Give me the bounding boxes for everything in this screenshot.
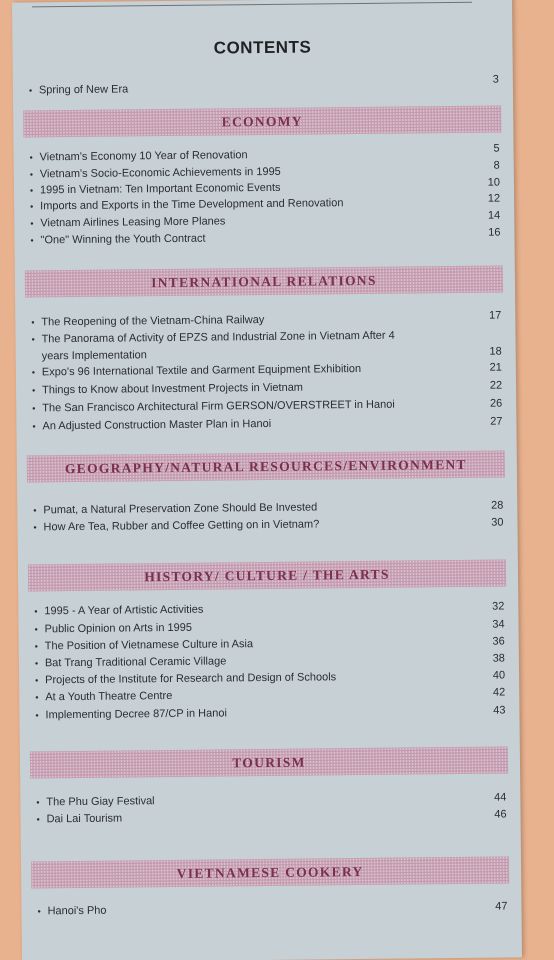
section-banner-economy	[23, 106, 501, 138]
entry-page: 17	[489, 309, 502, 322]
entry-page: 8	[493, 159, 500, 172]
entry-page: 18	[489, 345, 502, 358]
entry-page: 43	[493, 704, 506, 717]
entry-page: 47	[495, 900, 508, 913]
bullet-icon: •	[35, 675, 39, 686]
entry-page: 16	[488, 226, 501, 239]
bullet-icon: •	[34, 641, 38, 652]
bullet-icon: •	[29, 169, 34, 180]
entry-page: 36	[492, 635, 505, 648]
entry-page: 26	[489, 397, 503, 410]
entry-page: 10	[487, 176, 500, 189]
entry-title: The Panorama of Activity of EPZS and Industrial Zone in Vietnam After 4 years Implementation	[41, 329, 395, 363]
bullet-icon: •	[28, 85, 33, 96]
entry-page: 5	[493, 142, 500, 155]
entry-title: The Reopening of the Vietnam-China Railway	[41, 313, 265, 329]
toc-entry	[28, 73, 499, 100]
section-heading: INTERNATIONAL RELATIONS	[151, 272, 377, 290]
entry-page: 30	[491, 516, 504, 529]
section-heading: GEOGRAPHY/NATURAL RESOURCES/ENVIRONMENT	[64, 456, 467, 476]
bullet-icon: •	[34, 606, 38, 617]
page-title: CONTENTS	[213, 37, 312, 58]
section-banner-vietnamese-cookery	[31, 856, 509, 888]
entry-title: Spring of New Era	[38, 83, 129, 97]
bullet-icon: •	[36, 814, 40, 825]
entry-page: 27	[490, 415, 503, 428]
entry-title: At a Youth Theatre Centre	[45, 689, 173, 704]
bullet-icon: •	[37, 906, 41, 917]
entry-title: Public Opinion on Arts in 1995	[44, 621, 193, 636]
contents-page	[12, 0, 522, 960]
section-banner-history-culture-arts	[28, 559, 506, 591]
entry-title: 1995 - A Year of Artistic Activities	[44, 603, 204, 618]
entry-page: 40	[492, 669, 506, 682]
bullet-icon: •	[32, 385, 36, 396]
toc-entry	[33, 515, 503, 537]
section-heading: VIETNAMESE COOKERY	[176, 863, 364, 881]
entry-page: 22	[489, 379, 503, 392]
toc-entry	[36, 806, 506, 828]
bullet-icon: •	[32, 421, 36, 432]
bullet-icon: •	[36, 797, 40, 808]
entry-page: 28	[490, 499, 504, 512]
entry-title: Vietnam Airlines Leasing More Planes	[40, 215, 226, 230]
entry-page: 44	[494, 791, 507, 804]
entry-page: 34	[492, 618, 505, 631]
entry-page: 46	[494, 808, 507, 821]
toc-entry	[37, 898, 507, 920]
entry-title: Vietnam's Socio-Economic Achievements in 1995	[39, 165, 281, 181]
entry-title: Hanoi's Pho	[47, 904, 107, 918]
entry-title: 1995 in Vietnam: Ten Important Economic Events	[39, 181, 281, 197]
section-banner-tourism	[30, 746, 508, 778]
bullet-icon: •	[35, 710, 39, 721]
entry-title: An Adjusted Construction Master Plan in Hanoi	[42, 417, 272, 433]
toc-entry	[35, 702, 505, 724]
entry-title: The Phu Giay Festival	[46, 795, 155, 809]
entry-page: 21	[489, 361, 502, 374]
section-banner-geography	[27, 450, 505, 482]
section-banner-international-relations	[25, 265, 503, 297]
bullet-icon: •	[33, 522, 37, 533]
entry-title: Projects of the Institute for Research and Design of Schools	[45, 671, 337, 687]
entry-page: 12	[487, 192, 501, 205]
section-heading: HISTORY/ CULTURE / THE ARTS	[144, 566, 390, 584]
entry-title: The San Francisco Architectural Firm GERSON/OVERSTREET in Hanoi	[42, 398, 395, 415]
entry-title: Pumat, a Natural Preservation Zone Should Be Invested	[43, 501, 318, 517]
entry-title: Expo's 96 International Textile and Garment Equipment Exhibition	[41, 362, 362, 379]
entry-page: 32	[492, 600, 505, 613]
entry-title: Vietnam's Economy 10 Year of Renovation	[39, 149, 248, 164]
entry-page: 38	[492, 652, 505, 665]
top-rule	[32, 2, 472, 8]
entry-title: Implementing Decree 87/CP in Hanoi	[45, 707, 227, 722]
section-heading: ECONOMY	[221, 113, 303, 129]
entry-page: 3	[492, 73, 499, 86]
bullet-icon: •	[31, 334, 35, 345]
entry-title: Dai Lai Tourism	[46, 812, 123, 826]
section-heading: TOURISM	[232, 754, 306, 770]
bullet-icon: •	[34, 624, 38, 635]
bullet-icon: •	[30, 235, 34, 246]
entry-title: Imports and Exports in the Time Development and Renovation	[40, 197, 344, 213]
bullet-icon: •	[29, 152, 33, 163]
entry-title: The Position of Vietnamese Culture in Asia	[44, 638, 254, 653]
bullet-icon: •	[33, 505, 37, 516]
bullet-icon: •	[34, 658, 39, 669]
entry-page: 14	[487, 209, 501, 222]
entry-title: "One" Winning the Youth Contract	[40, 232, 206, 247]
bullet-icon: •	[29, 185, 34, 196]
bullet-icon: •	[31, 317, 35, 328]
bullet-icon: •	[35, 692, 39, 703]
entry-title: How Are Tea, Rubber and Coffee Getting on in Vietnam?	[43, 518, 320, 534]
bullet-icon: •	[30, 218, 34, 229]
entry-page: 42	[492, 686, 506, 699]
bullet-icon: •	[31, 367, 36, 378]
entry-title: Bat Trang Traditional Ceramic Village	[44, 655, 227, 670]
toc-entry	[30, 228, 500, 250]
entry-title: Things to Know about Investment Projects in Vietnam	[42, 381, 304, 397]
bullet-icon: •	[32, 403, 36, 414]
toc-entry	[32, 414, 502, 436]
bullet-icon: •	[30, 201, 34, 212]
